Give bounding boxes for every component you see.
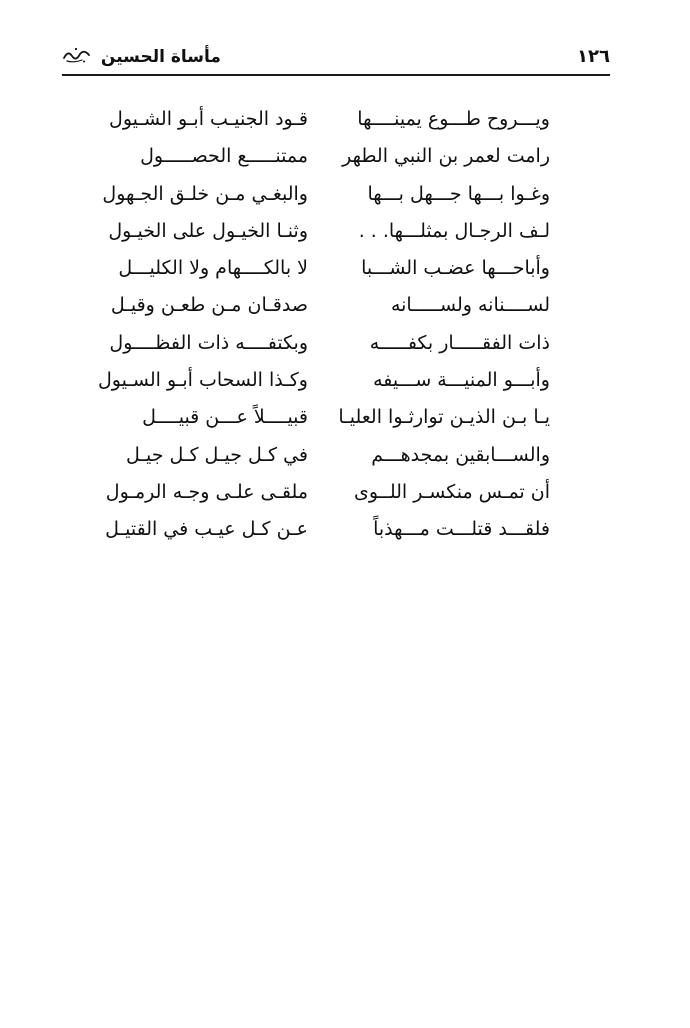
second-hemistich: صدقـان مـن طعـن وقيـل bbox=[110, 294, 308, 317]
second-hemistich: عـن كـل عيـب في القتيـل bbox=[105, 518, 308, 541]
second-hemistich: وثنـا الخيـول على الخيـول bbox=[108, 219, 308, 242]
verse-row bbox=[100, 179, 560, 216]
second-hemistich: وكـذا السحاب أبـو السـيول bbox=[97, 369, 308, 392]
verse-row bbox=[100, 290, 560, 327]
second-hemistich: والبغـي مـن خلـق الجـهول bbox=[102, 182, 308, 205]
verse-row bbox=[100, 104, 560, 141]
header-rule bbox=[62, 74, 610, 76]
first-hemistich: أن تمـس منكسـر اللــوى bbox=[354, 480, 550, 503]
first-hemistich: ذات الفقـــــار بكفـــــه bbox=[369, 331, 550, 354]
running-title-text: مأساة الحسين bbox=[100, 47, 221, 67]
verse-row bbox=[100, 440, 560, 477]
first-hemistich: يـا بـن الذيـن توارثـوا العليـا bbox=[338, 406, 550, 429]
honorific-calligraphy-icon bbox=[62, 46, 92, 64]
second-hemistich: ممتنـــــع الحصـــــول bbox=[140, 145, 308, 168]
verse-row bbox=[100, 402, 560, 439]
second-hemistich: ملقـى علـى وجـه الرمـول bbox=[105, 480, 308, 503]
page-number: ١٢٦ bbox=[577, 46, 610, 67]
poem-body bbox=[97, 104, 560, 552]
first-hemistich: لـف الرجـال بمثلـــها. . . bbox=[358, 219, 550, 242]
first-hemistich: فلقـــد قتلـــت مـــهذباً bbox=[373, 518, 550, 541]
first-hemistich: والســـابقين بمجدهـــم bbox=[371, 443, 550, 466]
running-title bbox=[62, 46, 221, 67]
page-header bbox=[62, 40, 610, 76]
first-hemistich: رامت لعمر بن النبي الطهر bbox=[342, 145, 550, 168]
verse-row bbox=[100, 141, 560, 178]
second-hemistich: قبيــــلاً عـــن قبيــــل bbox=[142, 406, 308, 429]
first-hemistich: ويـــروح طـــوع يمينــــها bbox=[357, 108, 550, 130]
verse-row bbox=[100, 328, 560, 365]
verse-row bbox=[100, 514, 560, 551]
first-hemistich: وأباحـــها عضـب الشـــبا bbox=[361, 257, 550, 280]
first-hemistich: وأبـــو المنيـــة ســـيفه bbox=[373, 369, 550, 392]
first-hemistich: لســــنانه ولســـــانه bbox=[390, 294, 550, 317]
second-hemistich: وبكتفــــه ذات الفظــــول bbox=[109, 331, 308, 354]
second-hemistich: قـود الجنيـب أبـو الشـيول bbox=[109, 108, 308, 130]
first-hemistich: وغـوا بـــها جـــهل بـــها bbox=[367, 182, 550, 205]
verse-row bbox=[100, 477, 560, 514]
second-hemistich: في كـل جيـل كـل جيـل bbox=[126, 443, 308, 466]
verse-row bbox=[97, 365, 560, 402]
verse-row bbox=[100, 253, 560, 290]
second-hemistich: لا بالكــــهام ولا الكليـــل bbox=[118, 257, 308, 280]
verse-row bbox=[100, 216, 560, 253]
